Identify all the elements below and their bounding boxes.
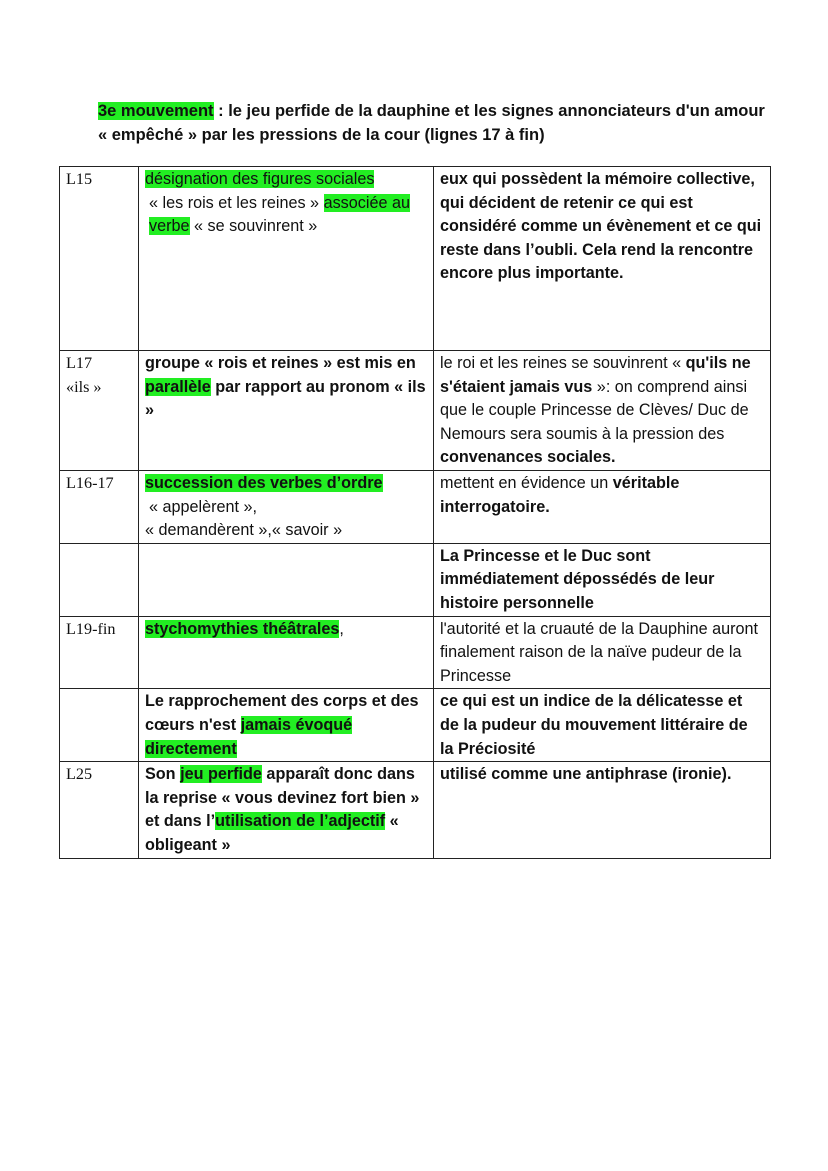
analysis-cell bbox=[139, 543, 434, 616]
highlighted-text: désignation des figures sociales bbox=[145, 170, 375, 188]
interpretation-text: le roi et les reines se souvinrent « bbox=[440, 354, 686, 372]
analysis-cell bbox=[139, 689, 434, 762]
table-row bbox=[60, 167, 771, 351]
analysis-cell bbox=[139, 471, 434, 544]
table-row bbox=[60, 471, 771, 544]
analysis-table bbox=[59, 166, 771, 859]
quote-text bbox=[145, 192, 427, 239]
line-reference: L15 bbox=[60, 167, 139, 351]
analysis-cell bbox=[139, 351, 434, 471]
interpretation-text: mettent en évidence un bbox=[440, 474, 613, 492]
analysis-cell bbox=[139, 167, 434, 351]
highlighted-text: jeu perfide bbox=[180, 765, 262, 784]
analysis-text: par rapport au pronom « ils » bbox=[145, 377, 426, 420]
page-title bbox=[98, 99, 778, 147]
interpretation-cell bbox=[434, 471, 771, 544]
interpretation-cell: eux qui possèdent la mémoire collective, qui décident de retenir ce qui est considéré comme un évènement et ce qui reste dans l’oubli. Cela rend la rencontre encore plus importante. bbox=[434, 167, 771, 351]
heading-text: : le jeu perfide de la dauphine et les signes annonciateurs d'un amour « empêché » par les pressions de la cour (lignes 17 à fin) bbox=[98, 102, 765, 144]
mouvement-highlight: 3e mouvement bbox=[98, 102, 214, 120]
interpretation-cell bbox=[434, 351, 771, 471]
analysis-cell bbox=[139, 616, 434, 689]
highlighted-text: jamais évoqué directement bbox=[145, 715, 353, 758]
highlighted-text: associée au verbe bbox=[149, 193, 410, 236]
analysis-cell bbox=[139, 762, 434, 859]
highlighted-text: stychomythies théâtrales bbox=[145, 619, 340, 638]
bold-text: véritable interrogatoire. bbox=[440, 474, 680, 516]
interpretation-cell: La Princesse et le Duc sont immédiatement dépossédés de leur histoire personnelle bbox=[434, 543, 771, 616]
verb-quote: « se souvinrent » bbox=[189, 217, 318, 236]
quote-fragment: « les rois et les reines » bbox=[149, 193, 320, 212]
line-reference bbox=[60, 351, 139, 471]
bold-text: qu'ils ne s'étaient jamais vus bbox=[440, 354, 751, 396]
table-row bbox=[60, 543, 771, 616]
line-reference: L25 bbox=[60, 762, 139, 859]
line-reference: L16-17 bbox=[60, 471, 139, 544]
highlighted-text: utilisation de l’adjectif bbox=[215, 812, 386, 831]
ref-line: «ils » bbox=[66, 377, 102, 396]
table-row bbox=[60, 762, 771, 859]
bold-text: convenances sociales. bbox=[440, 448, 616, 467]
verb-quote: « appelèrent », bbox=[149, 497, 258, 516]
analysis-text: groupe « rois et reines » est mis en bbox=[145, 354, 416, 372]
analysis-text: apparaît donc dans la reprise « vous devinez fort bien » et dans l’ bbox=[145, 765, 420, 831]
analysis-text: Le rapprochement des corps et des cœurs n'est bbox=[145, 692, 419, 734]
analysis-text: Son bbox=[145, 765, 181, 784]
interpretation-cell: utilisé comme une antiphrase (ironie). bbox=[434, 762, 771, 859]
highlighted-text: parallèle bbox=[145, 377, 211, 396]
table-row bbox=[60, 689, 771, 762]
analysis-text: « obligeant » bbox=[145, 812, 399, 854]
interpretation-cell: l'autorité et la cruauté de la Dauphine auront finalement raison de la naïve pudeur de la Princesse bbox=[434, 616, 771, 689]
table-row bbox=[60, 351, 771, 471]
line-reference: L19-fin bbox=[60, 616, 139, 689]
interpretation-text: »: on comprend ainsi que le couple Princesse de Clèves/ Duc de Nemours sera soumis à la pression des bbox=[440, 377, 749, 443]
interpretation-cell: ce qui est un indice de la délicatesse et de la pudeur du mouvement littéraire de la Préciosité bbox=[434, 689, 771, 762]
table-row bbox=[60, 616, 771, 689]
highlighted-text: succession des verbes d’ordre bbox=[145, 474, 383, 492]
ref-line: L17 bbox=[66, 354, 93, 372]
line-reference bbox=[60, 543, 139, 616]
line-reference bbox=[60, 689, 139, 762]
verb-quote: « demandèrent »,« savoir » bbox=[145, 521, 343, 540]
analysis-text: , bbox=[339, 619, 344, 638]
